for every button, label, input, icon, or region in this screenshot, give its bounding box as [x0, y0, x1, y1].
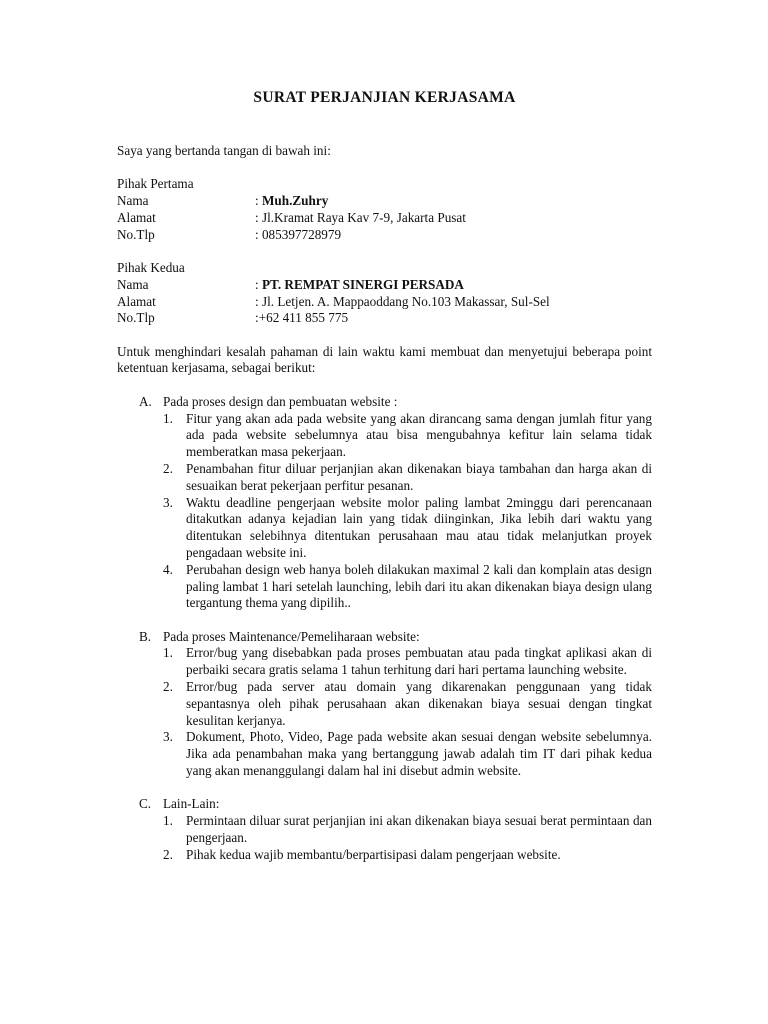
party-second-phone-label: No.Tlp [117, 310, 155, 326]
list-item-text: Permintaan diluar surat perjanjian ini akan dikenakan biaya sesuai berat permintaan dan pengerjaan. [186, 813, 652, 845]
list-item-number: 4. [163, 561, 173, 577]
party-first-phone-row [117, 227, 652, 244]
list-item-number: 2. [163, 679, 173, 695]
list-item [163, 813, 652, 847]
section-a-label: A. [139, 393, 152, 409]
list-item-number: 2. [163, 846, 173, 862]
list-item-text: Waktu deadline pengerjaan website molor paling lambat 2minggu dari perencanaan ditakutkan adanya kejadian lain yang tidak diinginkan, Jika lebih dari waktu yang ditentukan selebihnya ditentukan perusahaan mau atau tidak melanjutkan proyek pengadaan website ini. [186, 494, 652, 560]
list-item [163, 562, 652, 612]
list-item [163, 679, 652, 729]
section-b-label: B. [139, 628, 152, 644]
party-second-name-value: PT. REMPAT SINERGI PERSADA [261, 276, 464, 292]
party-second-address-label: Alamat [117, 293, 156, 309]
party-first-name-row [117, 193, 652, 210]
party-second-address-value: : Jl. Letjen. A. Mappaoddang No.103 Makassar, Sul-Sel [255, 293, 550, 309]
preamble-text: Untuk menghindari kesalah pahaman di lain waktu kami membuat dan menyetujui beberapa point ketentuan kerjasama, sebagai berikut: [117, 343, 652, 376]
party-second-phone-row [117, 310, 652, 327]
section-a-heading: Pada proses design dan pembuatan website : [163, 393, 398, 409]
list-item-number: 3. [163, 729, 173, 745]
intro-text: Saya yang bertanda tangan di bawah ini: [117, 143, 331, 158]
party-first-address-label: Alamat [117, 209, 156, 225]
party-second-phone-value: :+62 411 855 775 [255, 310, 349, 326]
list-item [163, 411, 652, 461]
section-c-label: C. [139, 796, 152, 812]
party-first-phone-label: No.Tlp [117, 226, 155, 242]
list-item [163, 461, 652, 495]
list-item-number: 3. [163, 494, 173, 510]
section-a [117, 394, 652, 612]
section-c [117, 796, 652, 863]
list-item-text: Fitur yang akan ada pada website yang akan dirancang sama dengan jumlah fitur yang ada pada website sebelumnya atau bisa mengubahnya kefitur lain selama tidak memberatkan masa pekerjaan. [186, 410, 652, 460]
party-second [117, 260, 652, 327]
list-item-text: Pihak kedua wajib membantu/berpartisipasi dalam pengerjaan website. [186, 846, 561, 862]
list-item-text: Dokument, Photo, Video, Page pada website akan sesuai dengan website sebelumnya. Jika ada penambahan maka yang bertanggung jawab adalah tim IT dari pihak kedua yang akan menanggulangi dalam hal ini disebut admin website. [186, 729, 652, 778]
section-b-heading: Pada proses Maintenance/Pemeliharaan website: [163, 628, 420, 644]
party-first-phone-value: : 085397728979 [255, 226, 342, 242]
list-item [163, 729, 652, 779]
party-first [117, 176, 652, 243]
list-item [163, 645, 652, 679]
list-item-text: Error/bug pada server atau domain yang dikarenakan penggunaan yang tidak sepantasnya oleh pihak perusahaan akan dikenakan biaya sesuai dengan tingkat kesulitan kerjanya. [186, 679, 652, 728]
party-second-heading: Pihak Kedua [117, 259, 185, 275]
party-second-name-row [117, 277, 652, 294]
list-item [163, 495, 652, 562]
party-second-address-row [117, 294, 652, 311]
list-item-number: 2. [163, 460, 173, 476]
party-second-name-label: Nama [117, 276, 149, 292]
section-c-heading: Lain-Lain: [163, 796, 220, 812]
list-item-text: Perubahan design web hanya boleh dilakukan maximal 2 kali dan komplain atas design paling lambat 1 hari setelah launching, lebih dari itu akan dikenakan biaya design ulang tergantung thema yang dipilih.. [186, 561, 652, 611]
list-item-text: Error/bug yang disebabkan pada proses pembuatan atau pada tingkat aplikasi akan di perbaiki secara gratis selama 1 tahun terhitung dari hari pertama launching website. [186, 645, 652, 678]
party-first-address-value: : Jl.Kramat Raya Kav 7-9, Jakarta Pusat [255, 209, 466, 225]
party-second-name-colon: : [255, 276, 262, 292]
list-item [163, 847, 652, 864]
list-item-number: 1. [163, 645, 173, 661]
party-first-name-colon: : [255, 193, 262, 209]
section-b [117, 629, 652, 780]
party-first-name-label: Nama [117, 193, 149, 209]
list-item-text: Penambahan fitur diluar perjanjian akan dikenakan biaya tambahan dan harga akan di sesuaikan berat pekerjaan perfitur pesanan. [186, 460, 652, 493]
party-first-name-value: Muh.Zuhry [261, 193, 329, 209]
list-item-number: 1. [163, 410, 173, 426]
document-title: SURAT PERJANJIAN KERJASAMA [253, 89, 516, 106]
party-first-heading: Pihak Pertama [117, 176, 194, 192]
list-item-number: 1. [163, 813, 173, 829]
party-first-address-row [117, 210, 652, 227]
